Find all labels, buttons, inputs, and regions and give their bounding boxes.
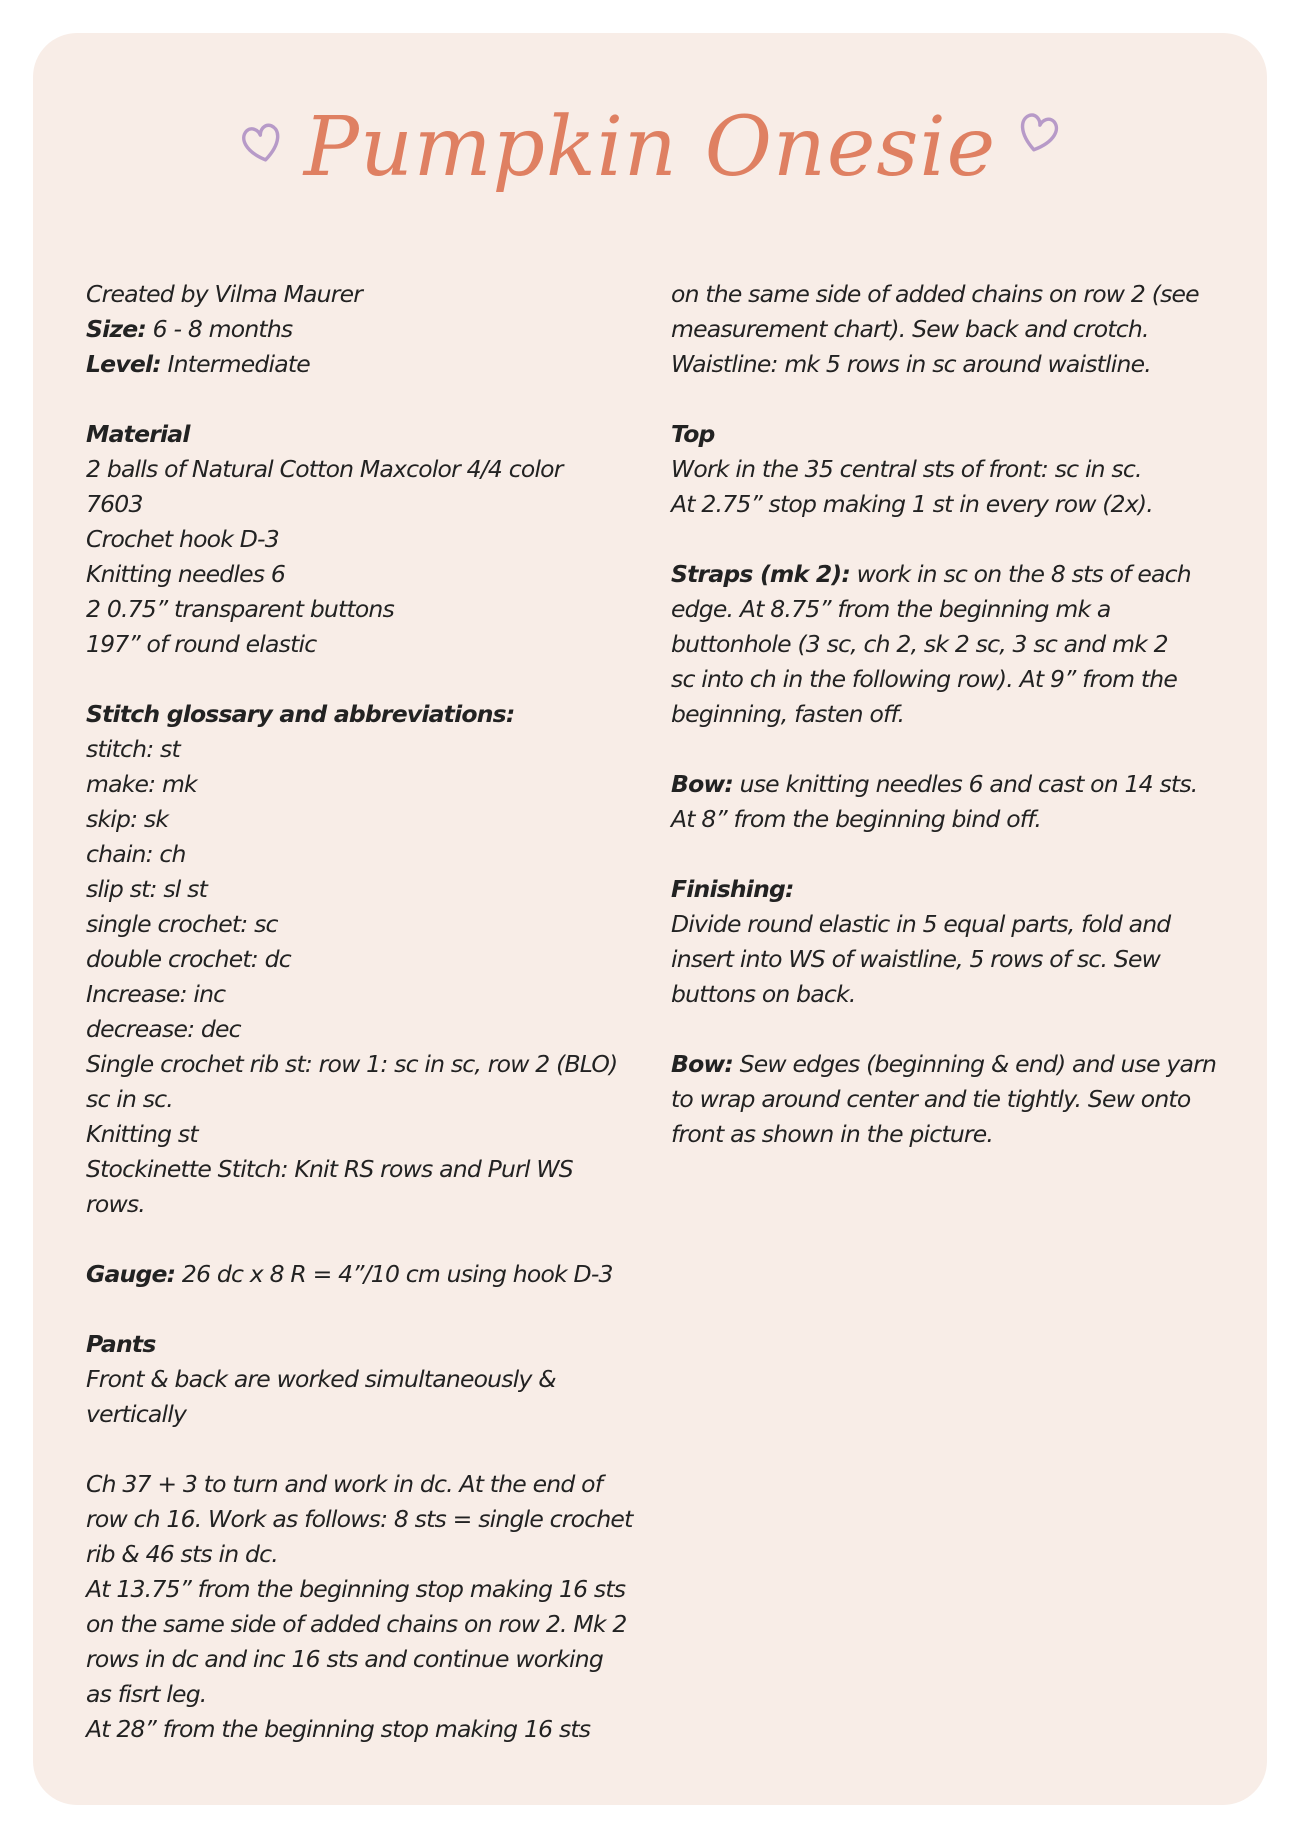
straps-line: buttonhole (3 sc, ch 2, sk 2 sc, 3 sc and mk 2 [671,630,1168,658]
bow-finish-line: Bow: Sew edges (beginning & end) and use yarn [671,1050,1217,1078]
material-line: Crochet hook D-3 [86,525,279,553]
finishing-line: insert into WS of waistline, 5 rows of sc. Sew [671,945,1161,973]
glossary-line: make: mk [86,770,197,798]
finishing-line: Divide round elastic in 5 equal parts, fold and [671,910,1171,938]
pants-intro-line: Front & back are worked simultaneously & [86,1365,556,1393]
heart-icon [234,116,289,171]
glossary-line: double crochet: dc [86,945,291,973]
top-line: Work in the 35 central sts of front: sc in sc. [671,455,1142,483]
heart-icon [1010,105,1066,161]
material-heading: Material [86,420,190,448]
glossary-heading: Stitch glossary and abbreviations: [86,700,515,728]
straps-line: beginning, fasten off. [671,700,905,728]
material-line: 7603 [86,490,143,518]
finishing-line: buttons on back. [671,980,856,1008]
bow-finish-line: front as shown in the picture. [671,1120,994,1148]
glossary-line: chain: ch [86,840,186,868]
pants-line: At 28” from the beginning stop making 16 sts [86,1715,591,1743]
size-line: Size: 6 - 8 months [86,315,293,343]
pants-line: as fisrt leg. [86,1680,207,1708]
pants-continued-line: measurement chart). Sew back and crotch. [671,315,1149,343]
author-line: Created by Vilma Maurer [86,280,363,308]
straps-line: Straps (mk 2): work in sc on the 8 sts of each [671,560,1191,588]
pants-continued-line: Waistline: mk 5 rows in sc around waistline. [671,350,1151,378]
left-column [86,277,666,1747]
gauge-line: Gauge: 26 dc x 8 R = 4”/10 cm using hook D-3 [86,1260,613,1288]
glossary-line: decrease: dec [86,1015,241,1043]
glossary-line: rows. [86,1190,145,1218]
glossary-line: Increase: inc [86,980,226,1008]
pants-line: rows in dc and inc 16 sts and continue working [86,1645,603,1673]
pants-line: At 13.75” from the beginning stop making 16 sts [86,1575,626,1603]
page-title: Pumpkin Onesie [303,100,997,195]
material-line: 2 0.75” transparent buttons [86,595,394,623]
glossary-line: slip st: sl st [86,875,208,903]
bow-finish-line: to wrap around center and tie tightly. Sew onto [671,1085,1191,1113]
top-heading: Top [671,420,715,448]
top-line: At 2.75” stop making 1 st in every row (2x). [671,490,1153,518]
material-line: 197” of round elastic [86,630,317,658]
pants-line: Ch 37 + 3 to turn and work in dc. At the end of [86,1470,603,1498]
pants-line: rib & 46 sts in dc. [86,1540,278,1568]
pants-heading: Pants [86,1330,156,1358]
glossary-line: Single crochet rib st: row 1: sc in sc, row 2 (BLO) [86,1050,618,1078]
pants-line: on the same side of added chains on row 2. Mk 2 [86,1610,627,1638]
glossary-line: skip: sk [86,805,169,833]
straps-line: edge. At 8.75” from the beginning mk a [671,595,1111,623]
title-block [0,88,1300,228]
bow-knit-line: At 8” from the beginning bind off. [671,805,1041,833]
glossary-line: Knitting st [86,1120,198,1148]
finishing-heading: Finishing: [671,875,794,903]
pants-continued-line: on the same side of added chains on row 2 (see [671,280,1199,308]
level-line: Level: Intermediate [86,350,310,378]
glossary-line: single crochet: sc [86,910,278,938]
material-line: 2 balls of Natural Cotton Maxcolor 4/4 color [86,455,563,483]
pants-intro-line: vertically [86,1400,187,1428]
glossary-line: sc in sc. [86,1085,173,1113]
straps-line: sc into ch in the following row). At 9” from the [671,665,1178,693]
right-column [671,277,1231,1152]
glossary-line: stitch: st [86,735,180,763]
pants-line: row ch 16. Work as follows: 8 sts = single crochet [86,1505,633,1533]
bow-knit-line: Bow: use knitting needles 6 and cast on 14 sts. [671,770,1198,798]
glossary-line: Stockinette Stitch: Knit RS rows and Purl WS [86,1155,573,1183]
material-line: Knitting needles 6 [86,560,286,588]
